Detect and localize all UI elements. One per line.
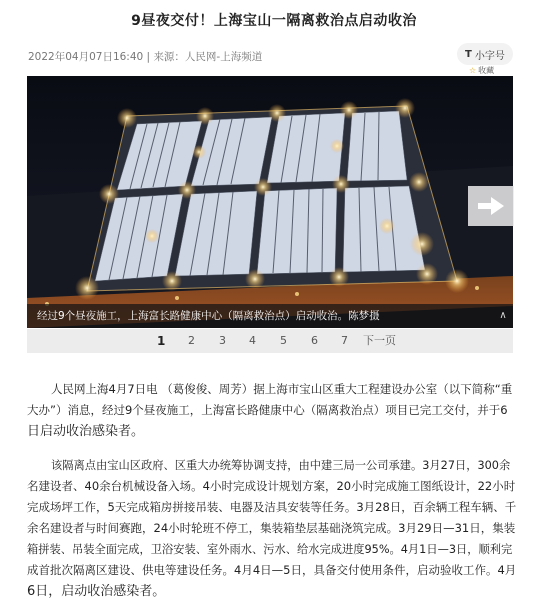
paragraph-line: 名建设者、40余台机械设备入场。4小时完成设计规划方案，20小时完成施工图纸设计，22小时 — [27, 479, 516, 493]
publish-datetime: 2022年04月07日16:40 — [28, 51, 144, 63]
chevron-up-icon[interactable]: ∧ — [499, 310, 507, 321]
meta-separator: | — [146, 51, 151, 63]
paragraph-line: 该隔离点由宝山区政府、区重大办统筹协调支持，由中建三局一公司承建。3月27日，300余 — [51, 459, 511, 472]
slideshow-pagination — [27, 329, 513, 353]
font-size-button[interactable] — [457, 43, 513, 65]
page-1[interactable]: 1 — [157, 334, 166, 348]
paragraph-line: 6日，启动收治感染者。 — [27, 584, 166, 599]
font-size-label: 小字号 — [474, 50, 505, 62]
star-icon: ☆ — [469, 66, 477, 75]
paragraph-line: 大办”）消息，经过9个昼夜施工，上海富长路健康中心（隔离救治点）项目已完工交付，并于6 — [27, 403, 508, 417]
paragraph-line: 余名建设者与时间赛跑，24小时轮班不停工，集装箱垫层基础浇筑完成。3月29日—31日，集装 — [27, 521, 516, 535]
article-paragraph-2 — [27, 455, 517, 600]
next-slide-button[interactable] — [468, 186, 514, 226]
page-6[interactable]: 6 — [311, 334, 318, 347]
aerial-photo — [27, 76, 513, 328]
image-caption: 经过9个昼夜施工，上海富长路健康中心（隔离救治点）启动收治。陈梦摄 — [27, 304, 513, 328]
paragraph-line: 日启动收治感染者。 — [27, 424, 145, 439]
arrow-right-icon — [478, 197, 504, 215]
page-5[interactable]: 5 — [280, 334, 287, 347]
paragraph-line: 箱拼装、吊装全面完成，卫浴安装、室外雨水、污水、给水完成进度95%。4月1日—3日，顺利完 — [27, 543, 513, 556]
next-page-link[interactable]: 下一页 — [363, 334, 396, 347]
article-title: 9昼夜交付！上海宝山一隔离救治点启动收治 — [131, 13, 417, 29]
article-meta — [28, 49, 262, 64]
paragraph-line: 人民网上海4月7日电 （葛俊俊、周芳）据上海市宝山区重大工程建设办公室（以下简称“重 — [51, 382, 513, 396]
paragraph-line: 完成场坪工作，5天完成箱房拼接吊装、电器及洁具安装等任务。3月28日，百余辆工程车辆、千 — [27, 500, 517, 514]
favorite-label: 收藏 — [478, 66, 495, 75]
article-paragraph-1 — [27, 379, 517, 442]
page-2[interactable]: 2 — [188, 334, 195, 347]
favorite-button[interactable] — [469, 65, 494, 76]
slideshow-image — [27, 76, 513, 328]
text-size-icon: T — [465, 48, 472, 60]
page-3[interactable]: 3 — [219, 334, 226, 347]
page-4[interactable]: 4 — [249, 334, 256, 347]
page-7[interactable]: 7 — [341, 334, 348, 347]
paragraph-line: 成首批次隔离区建设、供电等建设任务。4月4日—5日，具备交付使用条件，启动验收工作。4月 — [27, 563, 517, 577]
article-source: 来源：人民网-上海频道 — [153, 51, 263, 63]
